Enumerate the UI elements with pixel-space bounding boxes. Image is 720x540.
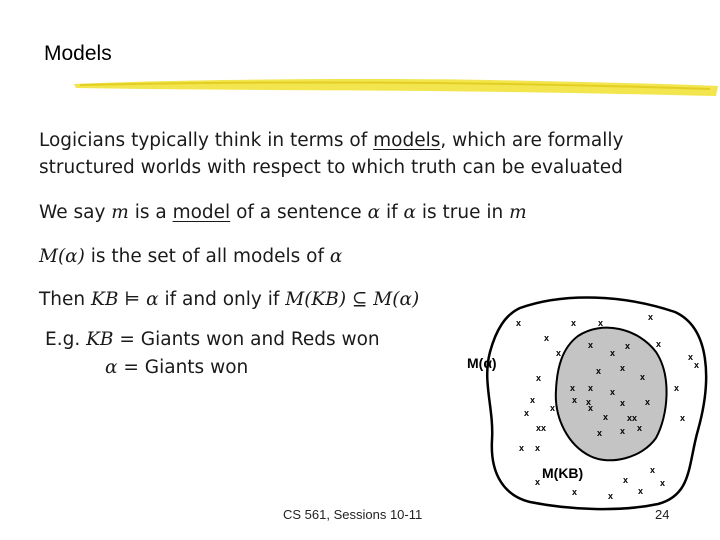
line1-text-a: Logicians typically think in terms of — [39, 130, 374, 151]
model-marker: x — [530, 395, 536, 405]
model-marker: x — [588, 383, 594, 393]
line5-b: if and only if — [158, 289, 286, 310]
model-marker: x — [620, 398, 626, 408]
text-line-1 — [39, 128, 623, 154]
var-alpha: α — [329, 246, 343, 267]
model-marker: x — [638, 486, 644, 496]
model-marker: x — [597, 428, 603, 438]
var-alpha: α — [105, 357, 118, 378]
model-marker: x — [571, 318, 577, 328]
var-m: m — [509, 202, 527, 223]
models-venn-diagram — [460, 290, 710, 515]
footer-page-number: 24 — [655, 507, 670, 522]
model-marker: x — [596, 366, 602, 376]
line4-a: is the set of all models of — [84, 246, 330, 267]
line6-rest: = Giants won and Reds won — [113, 329, 380, 350]
var-alpha: α — [403, 202, 416, 223]
line7-rest: = Giants won — [117, 357, 249, 378]
model-marker: x — [694, 360, 700, 370]
model-marker: x — [535, 443, 541, 453]
model-marker: x — [656, 339, 662, 349]
line3-b: is a — [128, 202, 173, 223]
models-of-alpha-math: M(α) — [39, 246, 85, 267]
model-marker: x — [620, 426, 626, 436]
footer-course: CS 561, Sessions 10-11 — [283, 507, 423, 522]
model-marker: x — [640, 372, 646, 382]
model-marker: x — [610, 387, 616, 397]
model-marker: x — [519, 443, 525, 453]
model-marker: x — [680, 413, 686, 423]
line1-text-b: , which are formally — [440, 130, 624, 151]
model-marker: x — [648, 312, 654, 322]
model-marker: xx — [627, 413, 638, 423]
model-marker: x — [625, 341, 631, 351]
model-marker: x — [645, 397, 651, 407]
line3-e: is true in — [415, 202, 510, 223]
model-marker: x — [556, 348, 562, 358]
model-marker: x — [588, 340, 594, 350]
line3-a: We say — [39, 202, 112, 223]
line5-a: Then — [39, 289, 92, 310]
entailment-math: KB ⊨ α — [91, 289, 159, 310]
model-marker: x — [637, 423, 643, 433]
model-marker: x — [572, 395, 578, 405]
model-marker: xx — [536, 423, 547, 433]
model-marker: x — [623, 475, 629, 485]
text-line-3 — [39, 200, 527, 226]
model-marker: x — [603, 412, 609, 422]
model-marker: x — [550, 403, 556, 413]
model-word: model — [172, 202, 231, 223]
model-marker: x — [650, 465, 656, 475]
model-marker: x — [660, 478, 666, 488]
model-marker: x — [586, 397, 592, 407]
text-line-4 — [39, 244, 342, 270]
model-marker: x — [516, 318, 522, 328]
models-link-text: models — [373, 130, 441, 151]
subset-math: M(KB) ⊆ M(α) — [285, 289, 420, 310]
line3-d: if — [380, 202, 404, 223]
model-marker: x — [610, 348, 616, 358]
model-marker: x — [544, 333, 550, 343]
kb-set-label: M(KB) — [542, 465, 584, 481]
text-line-2: structured worlds with respect to which truth can be evaluated — [39, 157, 623, 178]
text-line-6 — [45, 327, 380, 353]
model-marker: x — [688, 352, 694, 362]
kb-math: KB — [86, 329, 114, 350]
model-marker: x — [570, 383, 576, 393]
eg-label: E.g. — [45, 329, 87, 350]
model-marker: x — [588, 403, 594, 413]
model-marker: x — [536, 373, 542, 383]
title-underline-decoration — [70, 72, 720, 102]
model-marker: x — [674, 383, 680, 393]
var-alpha: α — [367, 202, 381, 223]
text-line-5 — [39, 287, 419, 313]
line3-c: of a sentence — [230, 202, 368, 223]
model-marker: x — [598, 318, 604, 328]
model-marker: x — [620, 363, 626, 373]
model-marker: x — [524, 408, 530, 418]
var-m: m — [111, 202, 129, 223]
model-marker: x — [608, 491, 614, 501]
text-line-7 — [105, 355, 248, 381]
model-marker: x — [572, 487, 578, 497]
alpha-set-label: M(α) — [467, 355, 497, 371]
slide-title: Models — [44, 42, 112, 65]
model-marker: x — [535, 477, 541, 487]
